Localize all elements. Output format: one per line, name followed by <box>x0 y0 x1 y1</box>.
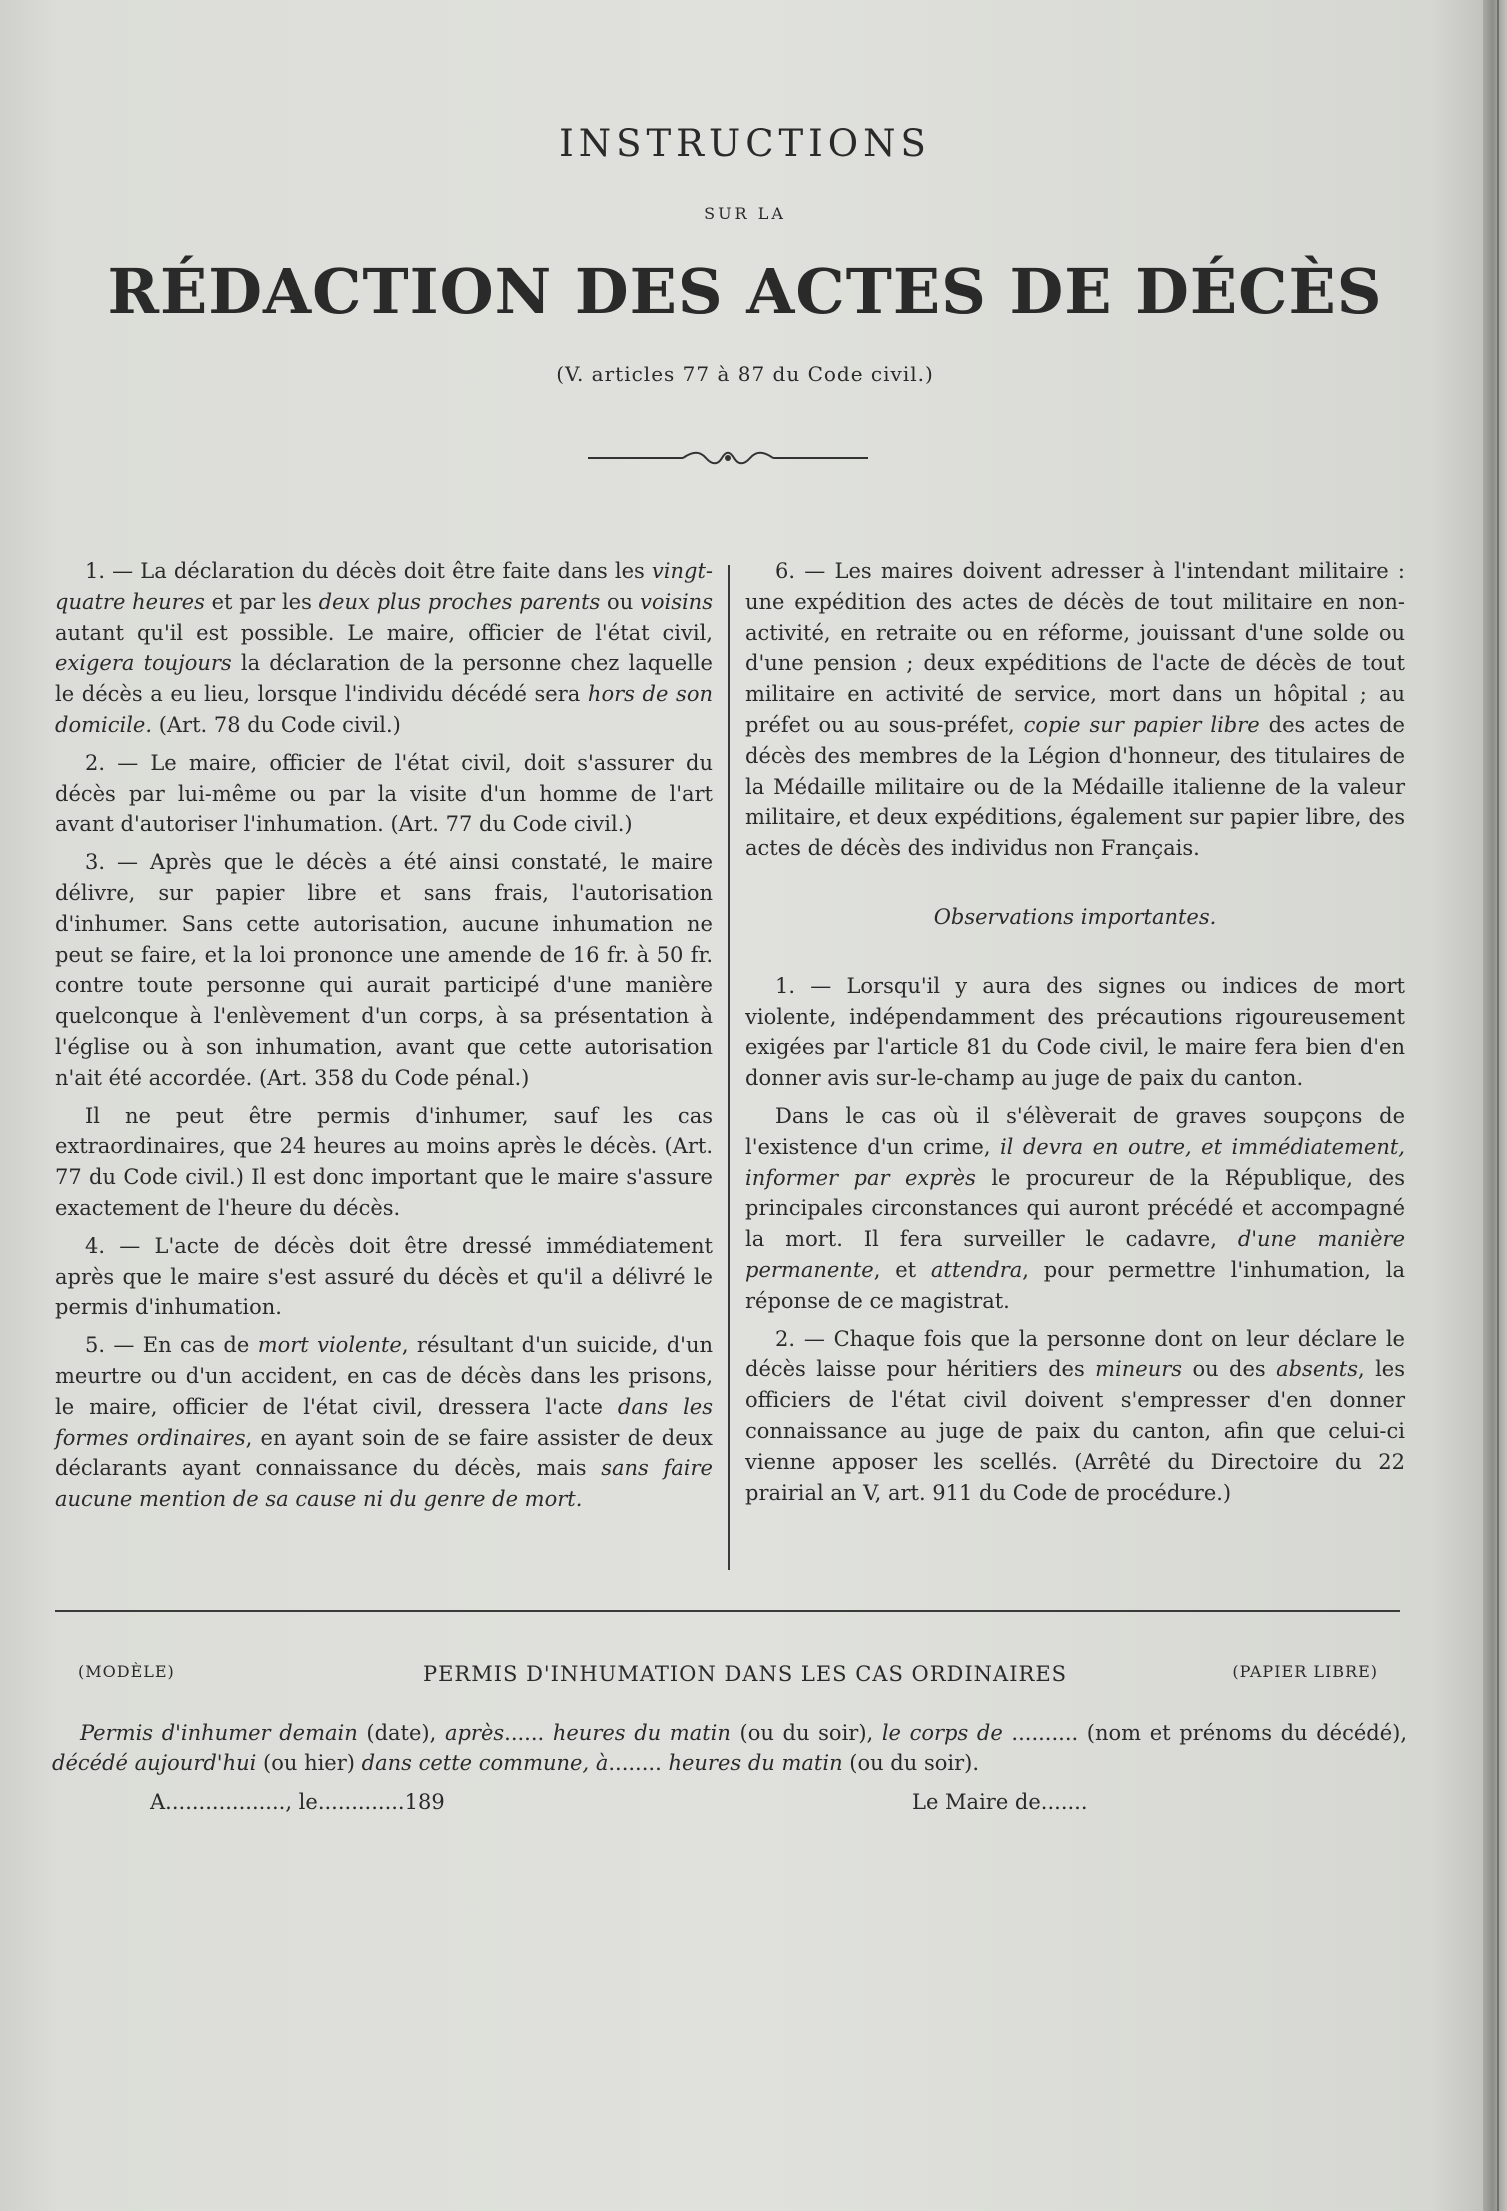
paper-label: (PAPIER LIBRE) <box>1232 1662 1378 1681</box>
model-label: (MODÈLE) <box>78 1662 175 1681</box>
paragraph-3b: Il ne peut être permis d'inhumer, sauf les cas extraordinaires, que 24 heures au moins après le décès. (Art. 77 du Code civil.) Il est donc important que le maire s'assure exactement de l'heure du décès. <box>55 1103 713 1220</box>
mayor-signature-line: Le Maire de....... <box>912 1790 1088 1814</box>
model-form-text: Permis d'inhumer demain (date), après...... heures du matin (ou du soir), le corps de .......... (nom et prénoms du décédé), décédé aujourd'hui (ou hier) dans cette commune, à........ heures du matin (ou du soir). <box>52 1721 1408 1775</box>
page-title: RÉDACTION DES ACTES DE DÉCÈS <box>107 255 1383 328</box>
paragraph-1: 1. — La déclaration du décès doit être faite dans les vingt-quatre heures et par les deux plus proches parents ou voisins autant qu'il est possible. Le maire, officier de l'état civil, exigera toujours la déclaration de la personne chez laquelle le décès a eu lieu, lorsque l'individu décédé sera hors de son domicile. (Art. 78 du Code civil.) <box>55 559 713 737</box>
right-column <box>745 556 1405 1515</box>
subtitle-code-civil: (V. articles 77 à 87 du Code civil.) <box>556 362 934 386</box>
title-sur-la: SUR LA <box>704 204 786 223</box>
place-date-line: A.................., le.............189 <box>150 1790 445 1814</box>
book-edge-line <box>1497 0 1499 2211</box>
column-divider <box>728 565 730 1570</box>
observation-1: 1. — Lorsqu'il y aura des signes ou indices de mort violente, indépendamment des précautions rigoureusement exigées par l'article 81 du Code civil, le maire fera bien d'en donner avis sur-le-champ au juge de paix du canton. <box>745 973 1405 1091</box>
paragraph-4: 4. — L'acte de décès doit être dressé immédiatement après que le maire s'est assuré du décès et qu'il a délivré le permis d'inhumation. <box>55 1233 713 1320</box>
ornament-divider-icon <box>588 443 868 473</box>
paragraph-5: 5. — En cas de mort violente, résultant d'un suicide, d'un meurtre ou d'un accident, en cas de décès dans les prisons, le maire, officier de l'état civil, dressera l'acte dans les formes ordinaires, en ayant soin de se faire assister de deux déclarants ayant connaissance du décès, mais sans faire aucune mention de sa cause ni du genre de mort. <box>55 1333 714 1512</box>
horizontal-rule <box>55 1610 1400 1612</box>
observation-2: 2. — Chaque fois que la personne dont on leur déclare le décès laisse pour héritiers des mineurs ou des absents, les officiers de l'état civil doivent s'empresser d'en donner connaissance au juge de paix du canton, afin que celui-ci vienne apposer les scellés. (Arrêté du Directoire du 22 prairial an V, art. 911 du Code de procédure.) <box>745 1326 1405 1505</box>
title-instructions: INSTRUCTIONS <box>559 122 931 165</box>
book-edge <box>1483 0 1507 2211</box>
paragraph-3: 3. — Après que le décès a été ainsi constaté, le maire délivre, sur papier libre et sans frais, l'autorisation d'inhumer. Sans cette autorisation, aucune inhumation ne peut se faire, et la loi prononce une amende de 16 fr. à 50 fr. contre toute personne qui aurait participé d'une manière quelconque à l'enlèvement d'un corps, à sa présentation à l'église ou à son inhumation, avant que cette autorisation n'ait été accordée. (Art. 358 du Code pénal.) <box>55 850 713 1090</box>
observation-1b: Dans le cas où il s'élèverait de graves soupçons de l'existence d'un crime, il devra en outre, et immédiatement, informer par exprès le procureur de la République, des principales circonstances qui auront précédé et accompagné la mort. Il fera surveiller le cadavre, d'une manière permanente, et attendra, pour permettre l'inhumation, la réponse de ce magistrat. <box>745 1103 1405 1313</box>
left-column <box>55 556 713 1522</box>
model-title: PERMIS D'INHUMATION DANS LES CAS ORDINAIRES <box>422 1662 1068 1686</box>
paragraph-6: 6. — Les maires doivent adresser à l'intendant militaire : une expédition des actes de décès de tout militaire en non-activité, en retraite ou en réforme, jouissant d'une solde ou d'une pension ; deux expéditions de l'acte de décès de tout militaire en activité de service, mort dans un hôpital ; au préfet ou au sous-préfet, copie sur papier libre des actes de décès des membres de la Légion d'honneur, des titulaires de la Médaille militaire ou de la Médaille italienne de la valeur militaire, et deux expéditions, également sur papier libre, des actes de décès des individus non Français. <box>745 559 1405 861</box>
observations-heading: Observations importantes. <box>933 904 1217 929</box>
paragraph-2: 2. — Le maire, officier de l'état civil, doit s'assurer du décès par lui-même ou par la visite d'un homme de l'art avant d'autoriser l'inhumation. (Art. 77 du Code civil.) <box>55 750 713 837</box>
